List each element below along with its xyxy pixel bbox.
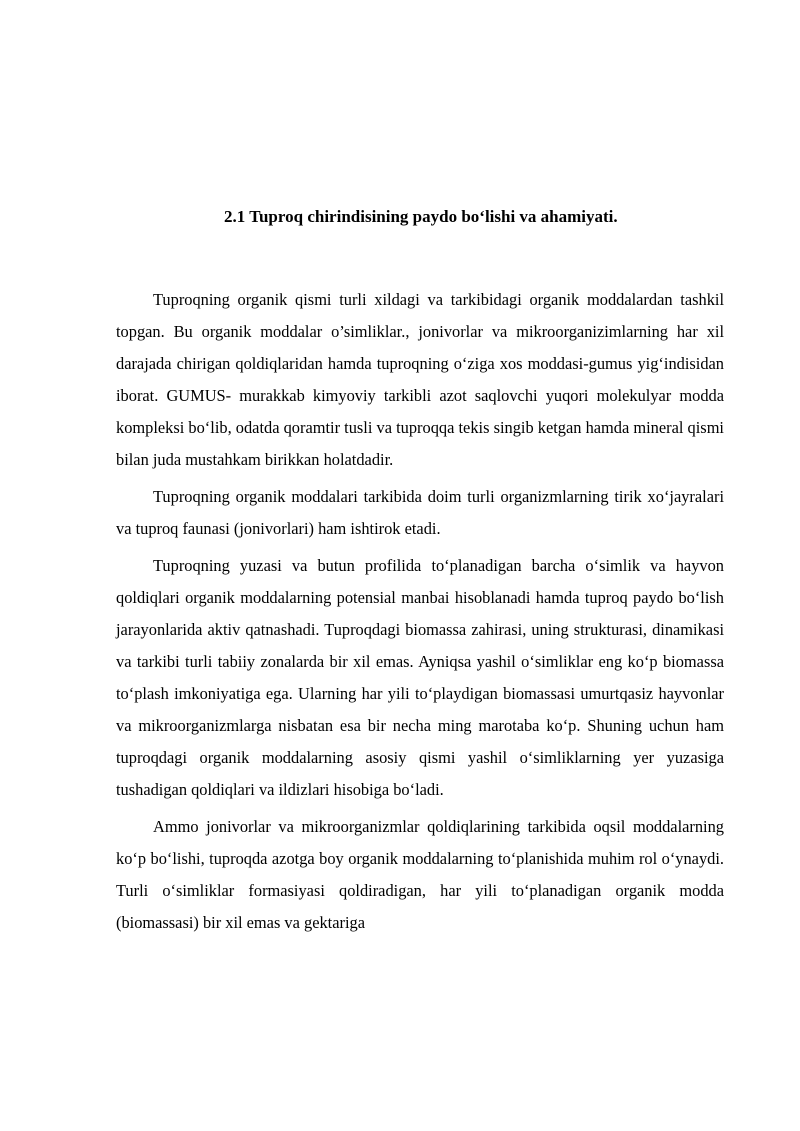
paragraph-2: Tuproqning organik moddalari tarkibida doim turli organizmlarning tirik xoʻjayralari va tuproq faunasi (jonivorlari) ham ishtirok etadi. bbox=[116, 487, 724, 538]
paragraph-3: Tuproqning yuzasi va butun profilida toʻplanadigan barcha oʻsimlik va hayvon qoldiqlari organik moddalarning potensial manbai hisoblanadi hamda tuproq paydo boʻlish jarayonlarida aktiv qatnashadi. Tuproqdagi biomassa zahirasi, uning strukturasi, dinamikasi va tarkibi turli tabiiy zonalarda bir xil emas. Ayniqsa yashil oʻsimliklar eng koʻp biomassa toʻplash imkoniyatiga ega. Ularning har yili toʻplaydigan biomassasi umurtqasiz hayvonlar va mikroorganizmlarga nisbatan esa bir necha ming marotaba koʻp. Shuning uchun ham tuproqdagi organik moddalarning asosiy qismi yashil oʻsimliklarning yer yuzasiga tushadigan qoldiqlari va ildizlari hisobiga boʻladi. bbox=[116, 556, 724, 799]
paragraph-4: Ammo jonivorlar va mikroorganizmlar qoldiqlarining tarkibida oqsil moddalarning koʻp boʻlishi, tuproqda azotga boy organik moddalarning toʻplanishida muhim rol oʻynaydi. Turli oʻsimliklar formasiyasi qoldiradigan, har yili toʻplanadigan organik modda (biomassasi) bir xil emas va gektariga bbox=[116, 817, 724, 932]
body-text bbox=[116, 284, 724, 944]
section-heading: 2.1 Tuproq chirindisining paydo boʻlishi va ahamiyati. bbox=[224, 207, 618, 226]
paragraph-1: Tuproqning organik qismi turli xildagi va tarkibidagi organik moddalardan tashkil topgan. Bu organik moddalar o’simliklar., jonivorlar va mikroorganizimlarning har xil darajada chirigan qoldiqlaridan hamda tuproqning oʻziga xos moddasi-gumus yigʻindisidan iborat. GUMUS- murakkab kimyoviy tarkibli azot saqlovchi yuqori molekulyar modda kompleksi boʻlib, odatda qoramtir tusli va tuproqqa tekis singib ketgan hamda mineral qismi bilan juda mustahkam birikkan holatdadir. bbox=[116, 290, 724, 469]
